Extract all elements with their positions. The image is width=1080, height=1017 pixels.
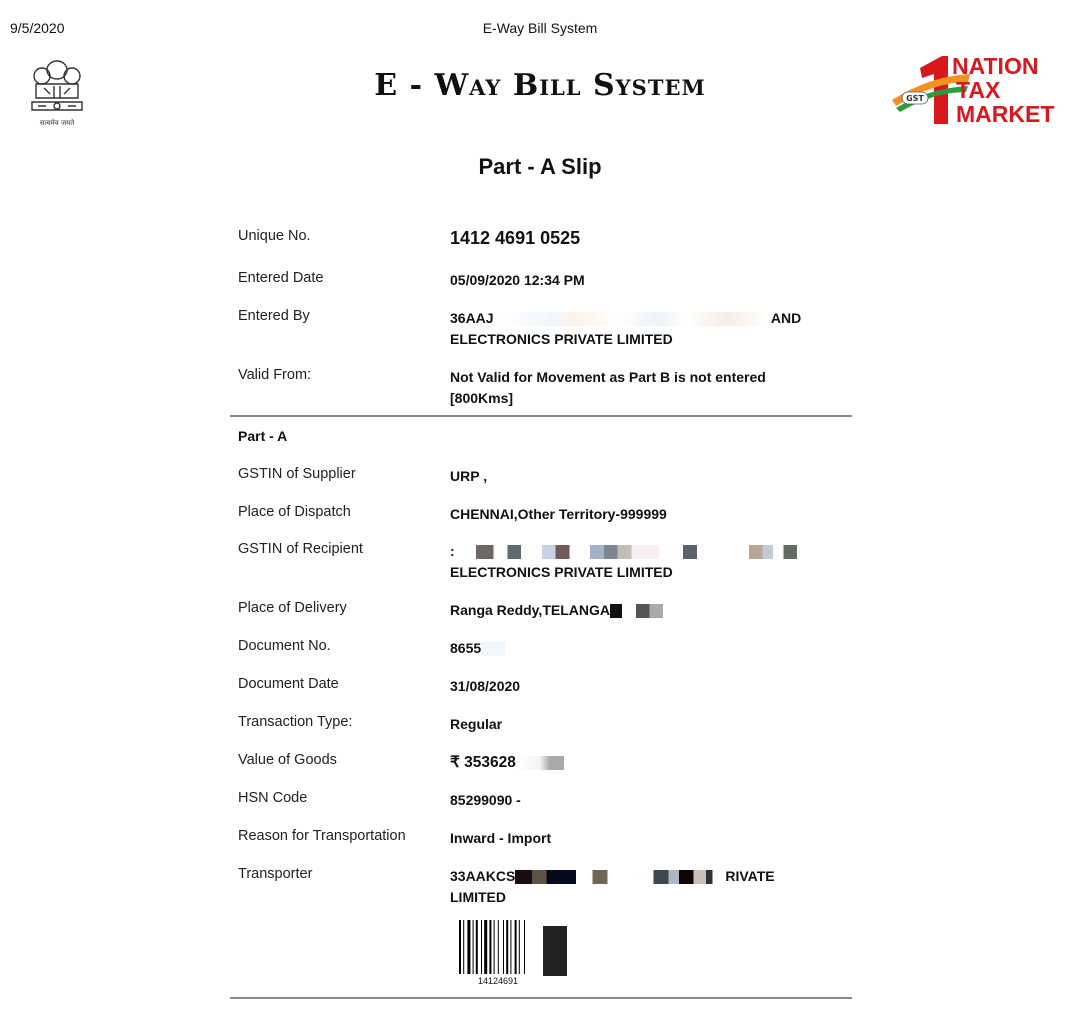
barcode-bar (467, 920, 470, 974)
redacted-block (516, 756, 564, 770)
hsn-label: HSN Code (238, 790, 308, 806)
barcode-bar (476, 920, 478, 974)
redacted-block (481, 642, 505, 656)
barcode-bar (510, 920, 511, 974)
entered-date-value: 05/09/2020 12:34 PM (450, 272, 585, 288)
barcode-bar (473, 920, 474, 974)
slip-title: Part - A Slip (478, 154, 602, 179)
gstin-recipient-label: GSTIN of Recipient (238, 541, 363, 557)
barcode-bar (494, 920, 495, 974)
unique-no-value: 1412 4691 0525 (450, 228, 581, 248)
doc-no-label: Document No. (238, 638, 331, 654)
entered-by-line2: ELECTRONICS PRIVATE LIMITED (450, 331, 673, 347)
barcode-bar (459, 920, 461, 974)
redacted-block (459, 545, 804, 559)
gstin-recipient-prefix: : (450, 543, 455, 559)
gstin-supplier-label: GSTIN of Supplier (238, 466, 356, 482)
main-title: E - Way Bill System (374, 68, 706, 103)
doc-no-value (450, 638, 820, 659)
emblem-caption: सत्यमेव जयते (39, 119, 75, 127)
barcode-bar (503, 920, 504, 974)
entered-by-label: Entered By (238, 308, 310, 324)
gstin-recipient-value (450, 541, 820, 583)
barcode-image (459, 920, 569, 976)
barcode-bar (498, 920, 499, 974)
txn-type-value: Regular (450, 716, 503, 732)
value-of-goods (450, 752, 820, 773)
barcode-number: 14124691 (478, 976, 519, 986)
part-a-heading: Part - A (238, 428, 288, 444)
gstin-supplier-value: URP , (450, 468, 488, 484)
bottom-divider (230, 997, 852, 999)
reason-value: Inward - Import (450, 830, 552, 846)
header-page-title: E-Way Bill System (482, 20, 598, 36)
entered-by-prefix: 36AAJ (450, 310, 494, 326)
delivery-value (450, 600, 820, 621)
valid-from-value (450, 367, 820, 409)
transporter-suffix: RIVATE (725, 868, 775, 884)
entered-date-label: Entered Date (238, 270, 324, 286)
doc-date-value: 31/08/2020 (450, 678, 521, 694)
entered-by-value (450, 308, 820, 350)
unique-no-label: Unique No. (238, 228, 311, 244)
value-label: Value of Goods (238, 752, 337, 768)
doc-date-label: Document Date (238, 676, 339, 692)
barcode-bar (524, 920, 525, 974)
redacted-block (497, 312, 767, 326)
hsn-value: 85299090 - (450, 792, 521, 808)
redacted-block (515, 870, 725, 884)
valid-from-text: Not Valid for Movement as Part B is not entered (450, 369, 766, 385)
transporter-value (450, 866, 820, 908)
valid-from-distance: [800Kms] (450, 390, 514, 406)
barcode-bar (484, 920, 487, 974)
valid-from-label: Valid From: (238, 367, 312, 383)
value-text: ₹ 353628 (450, 754, 516, 771)
reason-label: Reason for Transportation (238, 828, 406, 844)
barcode-bar (506, 920, 508, 974)
divider (230, 415, 852, 417)
txn-type-label: Transaction Type: (238, 714, 353, 730)
delivery-label: Place of Delivery (238, 600, 347, 616)
barcode-bar (481, 920, 482, 974)
logo-line2: TAX (956, 77, 1001, 103)
logo-line3: MARKET (956, 101, 1055, 127)
barcode-redaction (543, 926, 567, 976)
barcode-bar (489, 920, 491, 974)
redacted-block (610, 604, 686, 618)
transporter-label: Transporter (238, 866, 313, 882)
delivery-text: Ranga Reddy,TELANGA (450, 602, 610, 618)
transporter-line2: LIMITED (450, 889, 506, 905)
gstin-recipient-line2: ELECTRONICS PRIVATE LIMITED (450, 564, 673, 580)
doc-no-text: 8655 (450, 640, 482, 656)
entered-by-suffix: AND (770, 310, 802, 326)
nation-tax-market-logo (890, 50, 1065, 130)
dispatch-value: CHENNAI,Other Territory-999999 (450, 506, 667, 522)
dispatch-label: Place of Dispatch (238, 504, 351, 520)
logo-line1: NATION (952, 53, 1039, 79)
header-date: 9/5/2020 (10, 20, 65, 36)
barcode-bar (463, 920, 464, 974)
transporter-prefix: 33AAKCS (450, 868, 516, 884)
logo-badge: GST (906, 94, 924, 103)
barcode-bar (519, 920, 520, 974)
barcode-bar (515, 920, 517, 974)
